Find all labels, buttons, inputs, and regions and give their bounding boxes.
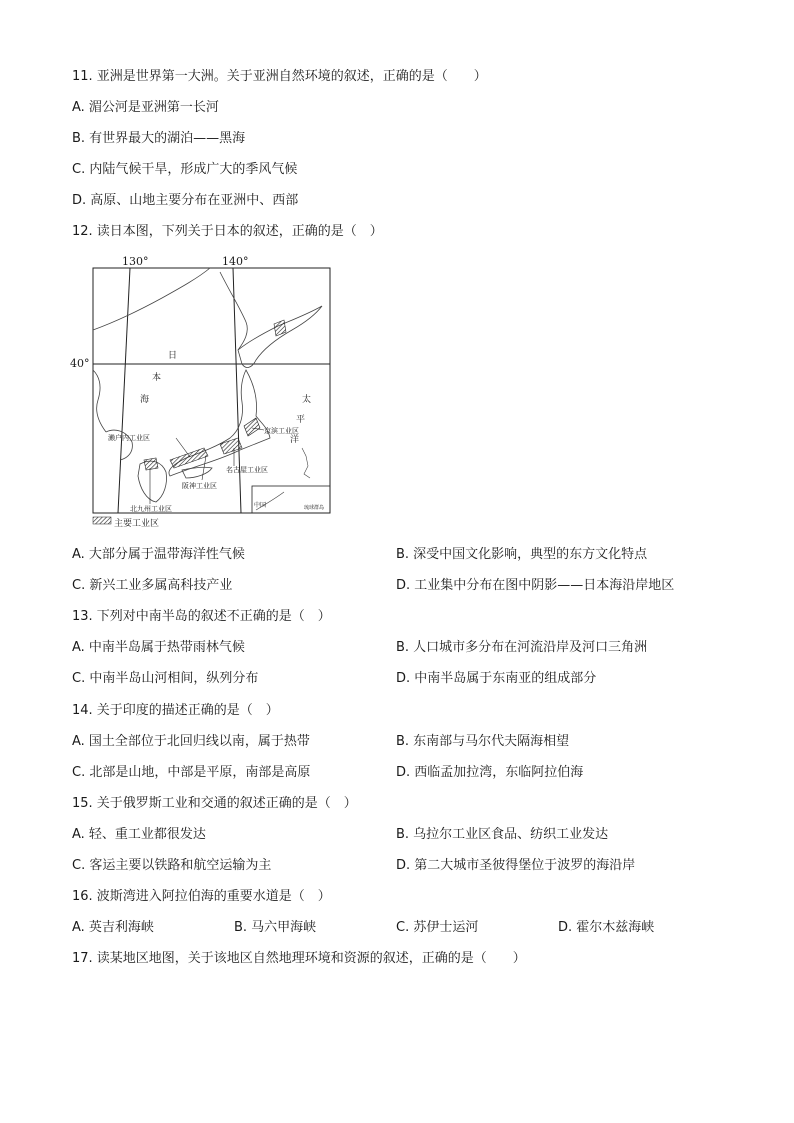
- map-sea-ri: 日: [168, 351, 178, 361]
- q12-option-d: D. 工业集中分布在图中阴影——日本海沿岸地区: [396, 578, 675, 593]
- map-legend-label: 主要工业区: [114, 519, 160, 529]
- q12-option-c: C. 新兴工业多属高科技产业: [72, 578, 233, 593]
- q15-option-a: A. 轻、重工业都很发达: [72, 827, 206, 842]
- q13-option-b: B. 人口城市多分布在河流沿岸及河口三角洲: [396, 640, 648, 655]
- q13-stem: 13. 下列对中南半岛的叙述不正确的是（ ）: [72, 609, 331, 624]
- map-ocean-ping: 平: [296, 415, 306, 425]
- q12-option-a: A. 大部分属于温带海洋性气候: [72, 547, 245, 562]
- q15-option-d: D. 第二大城市圣彼得堡位于波罗的海沿岸: [396, 858, 636, 873]
- q11-option-a: A. 湄公河是亚洲第一长河: [72, 100, 219, 115]
- q13-option-d: D. 中南半岛属于东南亚的组成部分: [396, 671, 597, 686]
- map-sea-hai: 海: [140, 395, 150, 405]
- q11-option-d: D. 高原、山地主要分布在亚洲中、西部: [72, 193, 299, 208]
- q14-option-b: B. 东南部与马尔代夫隔海相望: [396, 734, 570, 749]
- map-zone-hanshin: 阪神工业区: [182, 482, 217, 490]
- map-ocean-yang: 洋: [290, 435, 300, 445]
- q14-stem: 14. 关于印度的描述正确的是（ ）: [72, 703, 279, 718]
- q16-option-c: C. 苏伊士运河: [396, 920, 479, 935]
- q15-option-b: B. 乌拉尔工业区食品、纺织工业发达: [396, 827, 609, 842]
- japan-map: [70, 252, 340, 530]
- q15-stem: 15. 关于俄罗斯工业和交通的叙述正确的是（ ）: [72, 796, 357, 811]
- q14-option-a: A. 国土全部位于北回归线以南，属于热带: [72, 734, 310, 749]
- q12-option-b: B. 深受中国文化影响，典型的东方文化特点: [396, 547, 648, 562]
- map-lat-40: 40°: [70, 357, 90, 370]
- map-zone-keihin: 京滨工业区: [264, 427, 299, 435]
- map-inset-label: 中国: [254, 502, 267, 509]
- q16-stem: 16. 波斯湾进入阿拉伯海的重要水道是（ ）: [72, 889, 331, 904]
- map-ocean-tai: 太: [302, 395, 312, 405]
- q16-option-b: B. 马六甲海峡: [234, 920, 317, 935]
- map-lon-140: 140°: [222, 255, 249, 268]
- q11-option-b: B. 有世界最大的湖泊——黑海: [72, 131, 246, 146]
- q14-option-d: D. 西临孟加拉湾，东临阿拉伯海: [396, 765, 584, 780]
- q11-stem: 11. 亚洲是世界第一大洲。关于亚洲自然环境的叙述，正确的是（ ）: [72, 69, 487, 84]
- q17-stem: 17. 读某地区地图，关于该地区自然地理环境和资源的叙述，正确的是（ ）: [72, 951, 526, 966]
- map-zone-setonaikai: 濑户内工业区: [108, 434, 150, 442]
- map-inset-label2: 琉球群岛: [304, 505, 325, 511]
- map-lon-130: 130°: [122, 255, 149, 268]
- q16-option-d: D. 霍尔木兹海峡: [558, 920, 655, 935]
- map-zone-nagoya: 名古屋工业区: [226, 466, 268, 474]
- q13-option-c: C. 中南半岛山河相间，纵列分布: [72, 671, 259, 686]
- q15-option-c: C. 客运主要以铁路和航空运输为主: [72, 858, 272, 873]
- q12-stem: 12. 读日本图，下列关于日本的叙述，正确的是（ ）: [72, 224, 383, 239]
- q16-option-a: A. 英吉利海峡: [72, 920, 154, 935]
- map-zone-kitakyushu: 北九州工业区: [130, 505, 172, 513]
- q11-option-c: C. 内陆气候干旱，形成广大的季风气候: [72, 162, 298, 177]
- q13-option-a: A. 中南半岛属于热带雨林气候: [72, 640, 245, 655]
- map-sea-ben: 本: [152, 373, 162, 383]
- q14-option-c: C. 北部是山地，中部是平原，南部是高原: [72, 765, 311, 780]
